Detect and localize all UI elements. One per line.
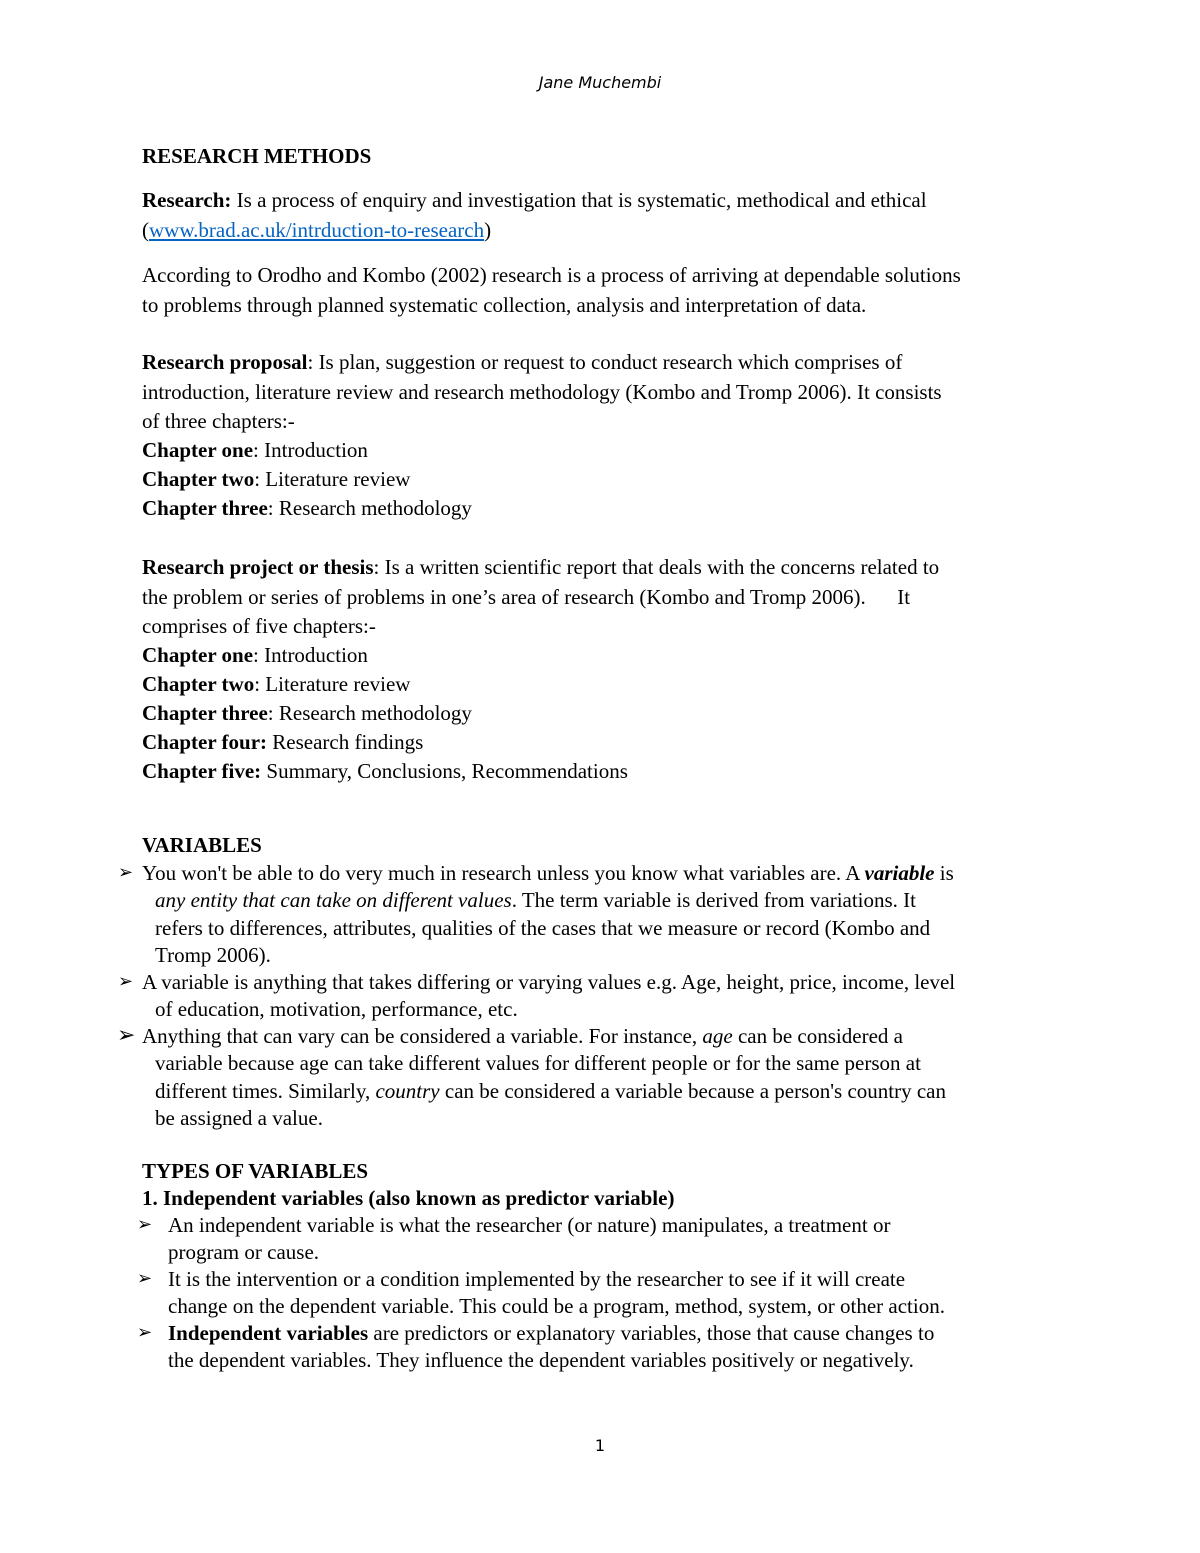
italic-term: age (702, 1024, 733, 1048)
types-bullet3-line1 (168, 1319, 934, 1347)
italic-term: country (375, 1079, 440, 1103)
proposal-chapter-item (142, 436, 368, 464)
types-bullet1-line1: An independent variable is what the researcher (or nature) manipulates, a treatment or (168, 1213, 891, 1237)
chapter-label: Chapter five: (142, 759, 262, 783)
text: is (934, 861, 954, 885)
text: different times. Similarly, (155, 1079, 376, 1103)
chapter-label: Chapter one (142, 643, 254, 667)
reference-link[interactable]: www.brad.ac.uk/intrduction-to-research (149, 218, 485, 242)
research-definition-line2 (142, 216, 491, 244)
variables-bullet2-line2: of education, motivation, performance, etc. (155, 997, 518, 1021)
paren-open: ( (142, 218, 149, 242)
proposal-line2: introduction, literature review and research methodology (Kombo and Tromp 2006). It consists (142, 380, 942, 404)
types-bullet3-line2: the dependent variables. They influence the dependent variables positively or negatively. (168, 1348, 914, 1372)
chapter-label: Chapter one (142, 438, 254, 462)
variables-bullet3-line4: be assigned a value. (155, 1106, 323, 1130)
variables-bullet1-line3: refers to differences, attributes, qualities of the cases that we measure or record (Kombo and (155, 916, 931, 940)
arrow-bullet-icon: ➢ (118, 971, 134, 992)
orodho-line2: to problems through planned systematic collection, analysis and interpretation of data. (142, 293, 867, 317)
variables-bullet1-line2 (155, 886, 916, 914)
chapter-label: Chapter two (142, 467, 255, 491)
proposal-chapter-item (142, 465, 410, 493)
chapter-text: : Research methodology (267, 701, 472, 725)
orodho-line1: According to Orodho and Kombo (2002) research is a process of arriving at dependable solutions (142, 263, 961, 287)
thesis-chapter-item (142, 670, 410, 698)
bold-term: Independent variables (168, 1321, 369, 1345)
text: Anything that can vary can be considered a variable. For instance, (142, 1024, 703, 1048)
thesis-chapter-item (142, 641, 368, 669)
paren-close: ) (484, 218, 492, 242)
variable-term: variable (864, 861, 935, 885)
section-heading-variables (142, 831, 262, 859)
thesis-chapter-item (142, 699, 472, 727)
variables-bullet1-line4: Tromp 2006). (155, 943, 271, 967)
chapter-text: Summary, Conclusions, Recommendations (261, 759, 628, 783)
chapter-label: Chapter three (142, 496, 268, 520)
research-label: Research: (142, 188, 232, 212)
chapter-label: Chapter three (142, 701, 268, 725)
variables-bullet3-line2: variable because age can take different values for different people or for the same person at (155, 1051, 921, 1075)
proposal-label: Research proposal (142, 350, 308, 374)
text: can be considered a (732, 1024, 903, 1048)
proposal-text: : Is plan, suggestion or request to conduct research which comprises of (307, 350, 903, 374)
variables-bullet1-line1 (142, 859, 954, 887)
thesis-chapter-item (142, 757, 628, 785)
thesis-text: : Is a written scientific report that deals with the concerns related to (373, 555, 940, 579)
thesis-line1 (142, 553, 939, 581)
text: are predictors or explanatory variables, those that cause changes to (368, 1321, 935, 1345)
variables-bullet3-line1 (142, 1022, 903, 1050)
heading-text: RESEARCH METHODS (142, 144, 372, 168)
chapter-label: Chapter four: (142, 730, 268, 754)
page-number: 1 (594, 1436, 606, 1455)
arrow-bullet-icon: ➢ (117, 1023, 136, 1048)
thesis-line3: comprises of five chapters:- (142, 614, 376, 638)
text: . The term variable is derived from variations. It (511, 888, 917, 912)
arrow-bullet-icon: ➢ (137, 1214, 153, 1235)
thesis-line2: the problem or series of problems in one’s area of research (Kombo and Tromp 2006). It (142, 585, 911, 609)
chapter-text: : Introduction (253, 643, 368, 667)
text: You won't be able to do very much in research unless you know what variables are. A (142, 861, 865, 885)
page-header-author: Jane Muchembi (538, 73, 662, 92)
arrow-bullet-icon: ➢ (118, 862, 134, 883)
types-bullet1-line2: program or cause. (168, 1240, 320, 1264)
section-heading-research-methods (142, 142, 371, 170)
text: can be considered a variable because a person's country can (439, 1079, 947, 1103)
chapter-text: : Literature review (254, 467, 411, 491)
arrow-bullet-icon: ➢ (137, 1322, 153, 1343)
types-bullet2-line1: It is the intervention or a condition implemented by the researcher to see if it will create (168, 1267, 906, 1291)
subheading-independent (142, 1184, 674, 1212)
proposal-chapter-item (142, 494, 472, 522)
proposal-line3: of three chapters:- (142, 409, 295, 433)
heading-text: VARIABLES (142, 833, 262, 857)
types-bullet2-line2: change on the dependent variable. This could be a program, method, system, or other action. (168, 1294, 945, 1318)
chapter-text: : Literature review (254, 672, 411, 696)
chapter-text: : Research methodology (267, 496, 472, 520)
section-heading-types (142, 1157, 368, 1185)
research-text: Is a process of enquiry and investigation that is systematic, methodical and ethical (231, 188, 927, 212)
chapter-text: : Introduction (253, 438, 368, 462)
subheading-text: 1. Independent variables (also known as predictor variable) (142, 1186, 675, 1210)
thesis-label: Research project or thesis (142, 555, 374, 579)
definition-italic: any entity that can take on different values (155, 888, 512, 912)
thesis-chapter-item (142, 728, 423, 756)
chapter-text: Research findings (267, 730, 424, 754)
variables-bullet3-line3 (155, 1077, 946, 1105)
chapter-label: Chapter two (142, 672, 255, 696)
research-definition-line1 (142, 186, 927, 214)
arrow-bullet-icon: ➢ (137, 1268, 153, 1289)
heading-text: TYPES OF VARIABLES (142, 1159, 369, 1183)
proposal-line1 (142, 348, 902, 376)
variables-bullet2-line1: A variable is anything that takes differing or varying values e.g. Age, height, price, income, level (142, 970, 956, 994)
